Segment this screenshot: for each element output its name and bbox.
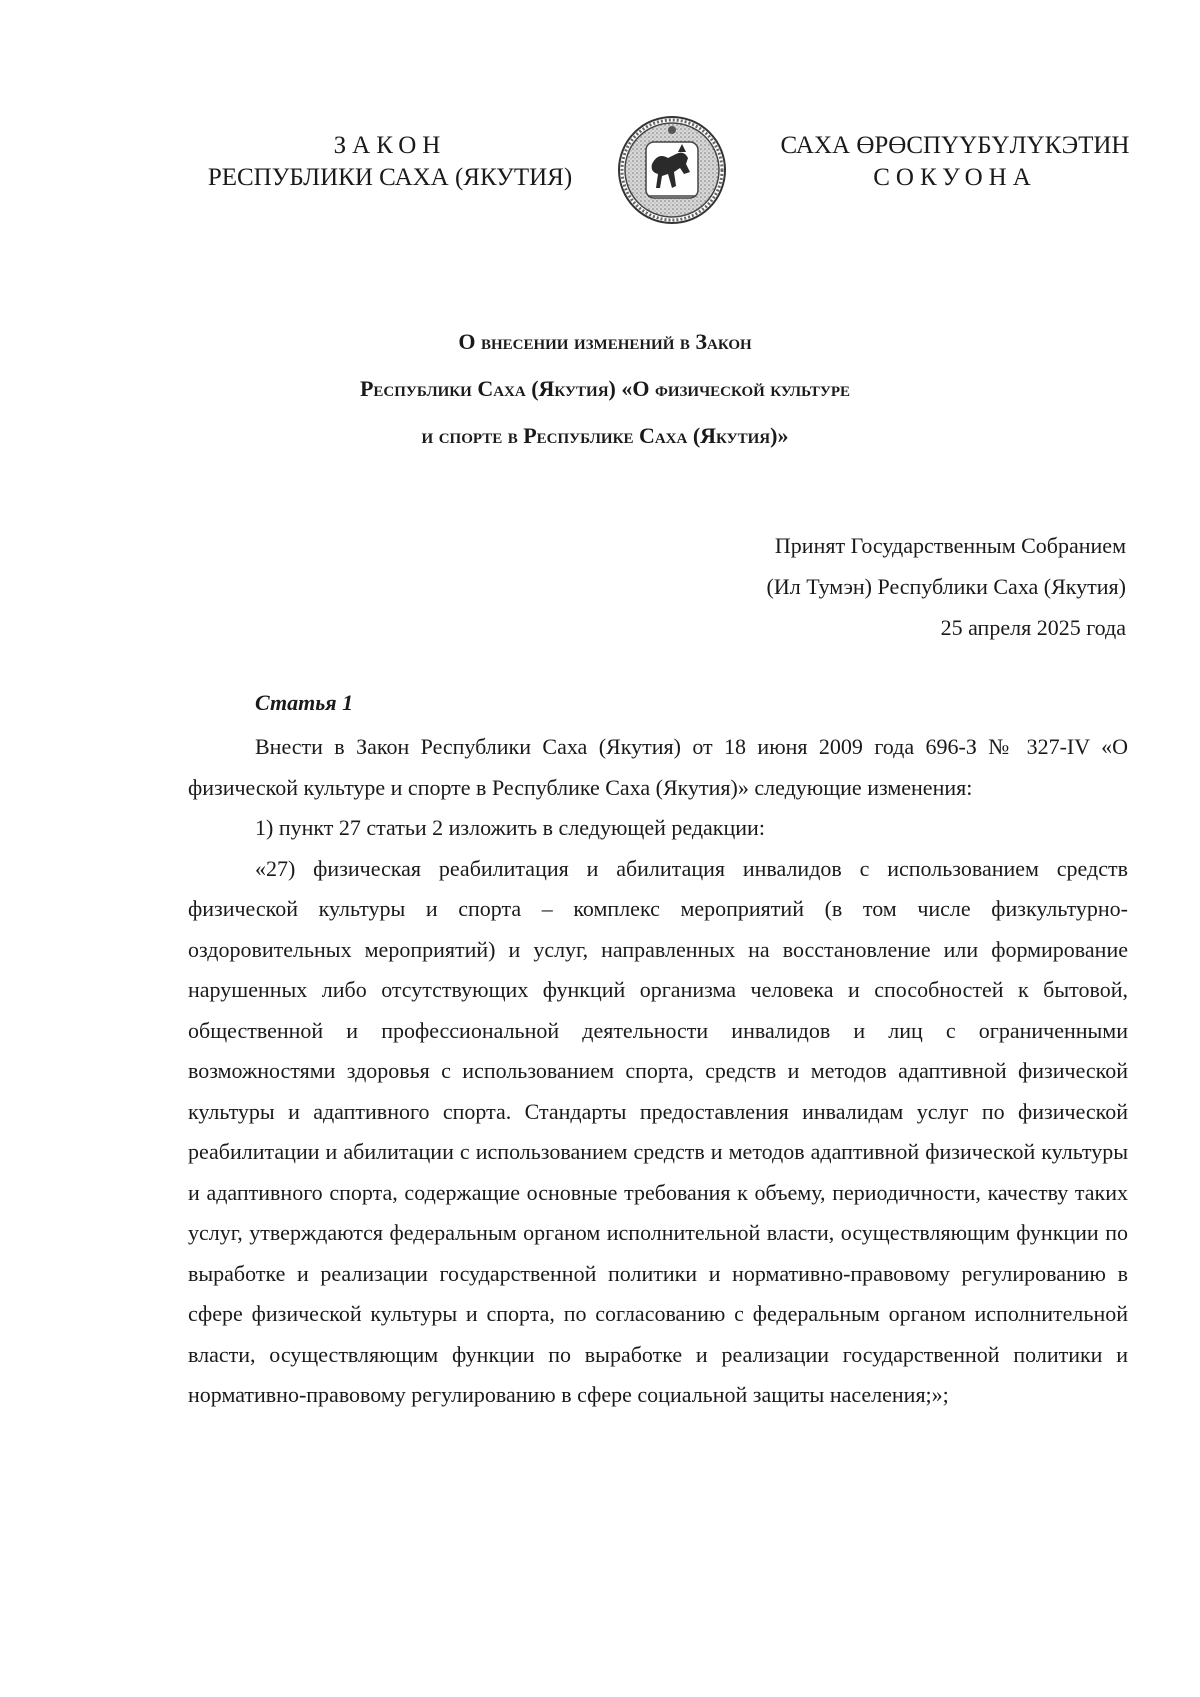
title-line-3: и спорте в Республике Саха (Якутия)» — [421, 423, 789, 448]
adoption-line-1: Принят Государственным Собранием — [774, 533, 1126, 558]
header-sakha-law-label: СОКУОНА — [873, 164, 1037, 191]
republic-sakha-emblem-icon — [616, 112, 728, 228]
adoption-statement — [767, 525, 1126, 648]
adoption-line-2: (Ил Тумэн) Республики Саха (Якутия) — [766, 574, 1126, 599]
article-heading: Статья 1 — [255, 690, 354, 715]
header-republic-name: РЕСПУБЛИКИ САХА (ЯКУТИЯ) — [207, 164, 573, 191]
adoption-date: 25 апреля 2025 года — [940, 615, 1126, 640]
article-paragraph: 1) пункт 27 статьи 2 изложить в следующей редакции: — [255, 815, 765, 840]
header-sakha-republic-name: САХА ӨРӨСПҮҮБҮЛҮКЭТИН — [780, 132, 1130, 159]
article-paragraph: Внести в Закон Республики Саха (Якутия) от 18 июня 2009 года 696-З № 327-IV «О физической культуре и спорте в Республике Саха (Якутия)» следующие изменения: — [188, 734, 1128, 800]
article-paragraph: «27) физическая реабилитация и абилитация инвалидов с использованием средств физической культуры и спорта – комплекс мероприятий (в том числе физкультурно-оздоровительных мероприятий) и услуг, направленных на восстановление или формирование нарушенных либо отсутствующих функций организма человека и способностей к бытовой, общественной и профессиональной деятельности инвалидов и лиц с ограниченными возможностями здоровья с использованием спорта, средств и методов адаптивной физической культуры и адаптивного спорта. Стандарты предоставления инвалидам услуг по физической реабилитации и абилитации с использованием средств и методов адаптивной физической культуры и адаптивного спорта, содержащие основные требования к объему, периодичности, качеству таких услуг, утверждаются федеральным органом исполнительной власти, осуществляющим функции по выработке и реализации государственной политики и нормативно-правовому регулированию в сфере физической культуры и спорта, по согласованию с федеральным органом исполнительной власти, осуществляющим функции по выработке и реализации государственной политики и нормативно-правовому регулированию в сфере социальной защиты населения;»; — [188, 855, 1128, 1407]
document-title — [200, 318, 1010, 459]
title-line-1: О внесении изменений в Закон — [458, 329, 752, 354]
header-left-block — [190, 130, 590, 194]
title-line-2: Республики Саха (Якутия) «О физической культуре — [359, 376, 851, 401]
header-right-block — [765, 130, 1145, 194]
header-law-label: ЗАКОН — [333, 132, 447, 159]
article-body — [188, 727, 1128, 1416]
